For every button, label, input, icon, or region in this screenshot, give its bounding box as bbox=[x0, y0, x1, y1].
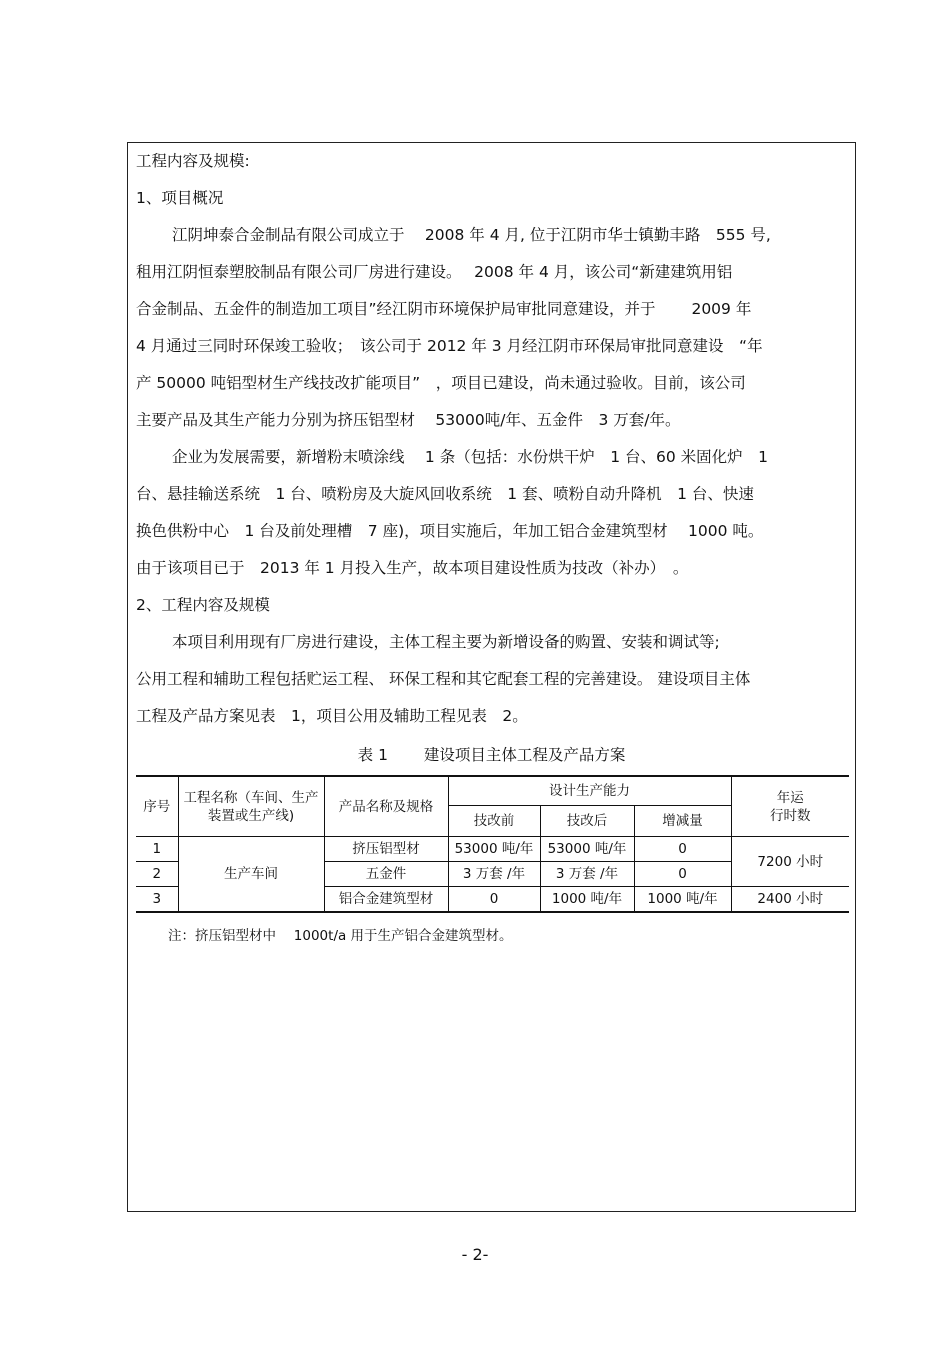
table-header-row bbox=[136, 776, 849, 806]
cell-before: 0 bbox=[448, 887, 540, 913]
cell-delta: 1000 吨/年 bbox=[634, 887, 731, 913]
cell-after: 53000 吨/年 bbox=[540, 837, 634, 862]
paragraph-1-line: 4 月通过三同时环保竣工验收； 该公司于 2012 年 3 月经江阴市环保局审批同意建设 “年 bbox=[136, 337, 763, 355]
cell-workshop: 生产车间 bbox=[178, 837, 324, 913]
cell-after: 1000 吨/年 bbox=[540, 887, 634, 913]
cell-hours: 7200 小时 bbox=[731, 837, 849, 887]
header-project-name-line: 装置或生产线) bbox=[207, 807, 295, 824]
paragraph-2-line: 台、悬挂输送系统 1 台、喷粉房及大旋风回收系统 1 套、喷粉自动升降机 1 台、快速 bbox=[136, 485, 754, 503]
cell-product: 铝合金建筑型材 bbox=[324, 887, 448, 913]
header-hours bbox=[731, 776, 849, 837]
paragraph-1-line: 主要产品及其生产能力分别为挤压铝型材 53000吨/年、五金件 3 万套/年。 bbox=[136, 411, 681, 429]
paragraph-3-line: 工程及产品方案见表 1，项目公用及辅助工程见表 2。 bbox=[136, 707, 528, 725]
cell-before: 53000 吨/年 bbox=[448, 837, 540, 862]
project-table bbox=[136, 775, 849, 913]
paragraph-2-line: 由于该项目已于 2013 年 1 月投入生产，故本项目建设性质为技改（补办） 。 bbox=[136, 559, 689, 577]
cell-product: 挤压铝型材 bbox=[324, 837, 448, 862]
cell-seq: 3 bbox=[136, 887, 178, 913]
cell-delta: 0 bbox=[634, 837, 731, 862]
paragraph-2-line: 换色供粉中心 1 台及前处理槽 7 座)，项目实施后，年加工铝合金建筑型材 1000 吨。 bbox=[136, 522, 764, 540]
paragraph-2-line: 企业为发展需要，新增粉末喷涂线 1 条（包括：水份烘干炉 1 台、60 米固化炉 1 bbox=[172, 448, 769, 466]
cell-before: 3 万套 /年 bbox=[448, 862, 540, 887]
paragraph-3-line: 公用工程和辅助工程包括贮运工程、 环保工程和其它配套工程的完善建设。 建设项目主体 bbox=[136, 670, 751, 688]
header-project-name-line: 工程名称（车间、生产 bbox=[183, 789, 319, 806]
header-capacity: 设计生产能力 bbox=[448, 776, 731, 806]
paragraph-1-line: 产 50000 吨铝型材生产线技改扩能项目” ，项目已建设，尚未通过验收。目前，该公司 bbox=[136, 374, 746, 392]
cell-hours: 2400 小时 bbox=[731, 887, 849, 913]
cell-after: 3 万套 /年 bbox=[540, 862, 634, 887]
cell-delta: 0 bbox=[634, 862, 731, 887]
header-seq: 序号 bbox=[136, 776, 178, 837]
cell-seq: 2 bbox=[136, 862, 178, 887]
header-hours-line: 行时数 bbox=[770, 807, 811, 824]
header-hours-line: 年运 bbox=[776, 789, 804, 806]
paragraph-1-line: 合金制品、五金件的制造加工项目”经江阴市环境保护局审批同意建设，并于 2009 年 bbox=[136, 300, 752, 318]
form-frame bbox=[127, 142, 856, 1212]
header-after: 技改后 bbox=[540, 806, 634, 837]
paragraph-3-line: 本项目利用现有厂房进行建设，主体工程主要为新增设备的购置、安装和调试等; bbox=[172, 633, 720, 651]
section-2-title: 2、工程内容及规模 bbox=[136, 596, 270, 614]
header-delta: 增减量 bbox=[634, 806, 731, 837]
header-project-name bbox=[178, 776, 324, 837]
paragraph-1-line: 江阴坤泰合金制品有限公司成立于 2008 年 4 月, 位于江阴市华士镇勤丰路 555 号, bbox=[172, 226, 771, 244]
table-caption: 表 1 建设项目主体工程及产品方案 bbox=[357, 746, 626, 764]
cell-product: 五金件 bbox=[324, 862, 448, 887]
header-before: 技改前 bbox=[448, 806, 540, 837]
header-product: 产品名称及规格 bbox=[324, 776, 448, 837]
section-1-title: 1、项目概况 bbox=[136, 189, 224, 207]
paragraph-1-line: 租用江阴恒泰塑胶制品有限公司厂房进行建设。 2008 年 4 月，该公司“新建建筑用铝 bbox=[136, 263, 733, 281]
cell-seq: 1 bbox=[136, 837, 178, 862]
section-heading: 工程内容及规模: bbox=[136, 152, 250, 170]
table-row bbox=[136, 837, 849, 862]
table-note: 注：挤压铝型材中 1000t/a 用于生产铝合金建筑型材。 bbox=[168, 928, 513, 944]
page-number: - 2- bbox=[461, 1245, 489, 1264]
